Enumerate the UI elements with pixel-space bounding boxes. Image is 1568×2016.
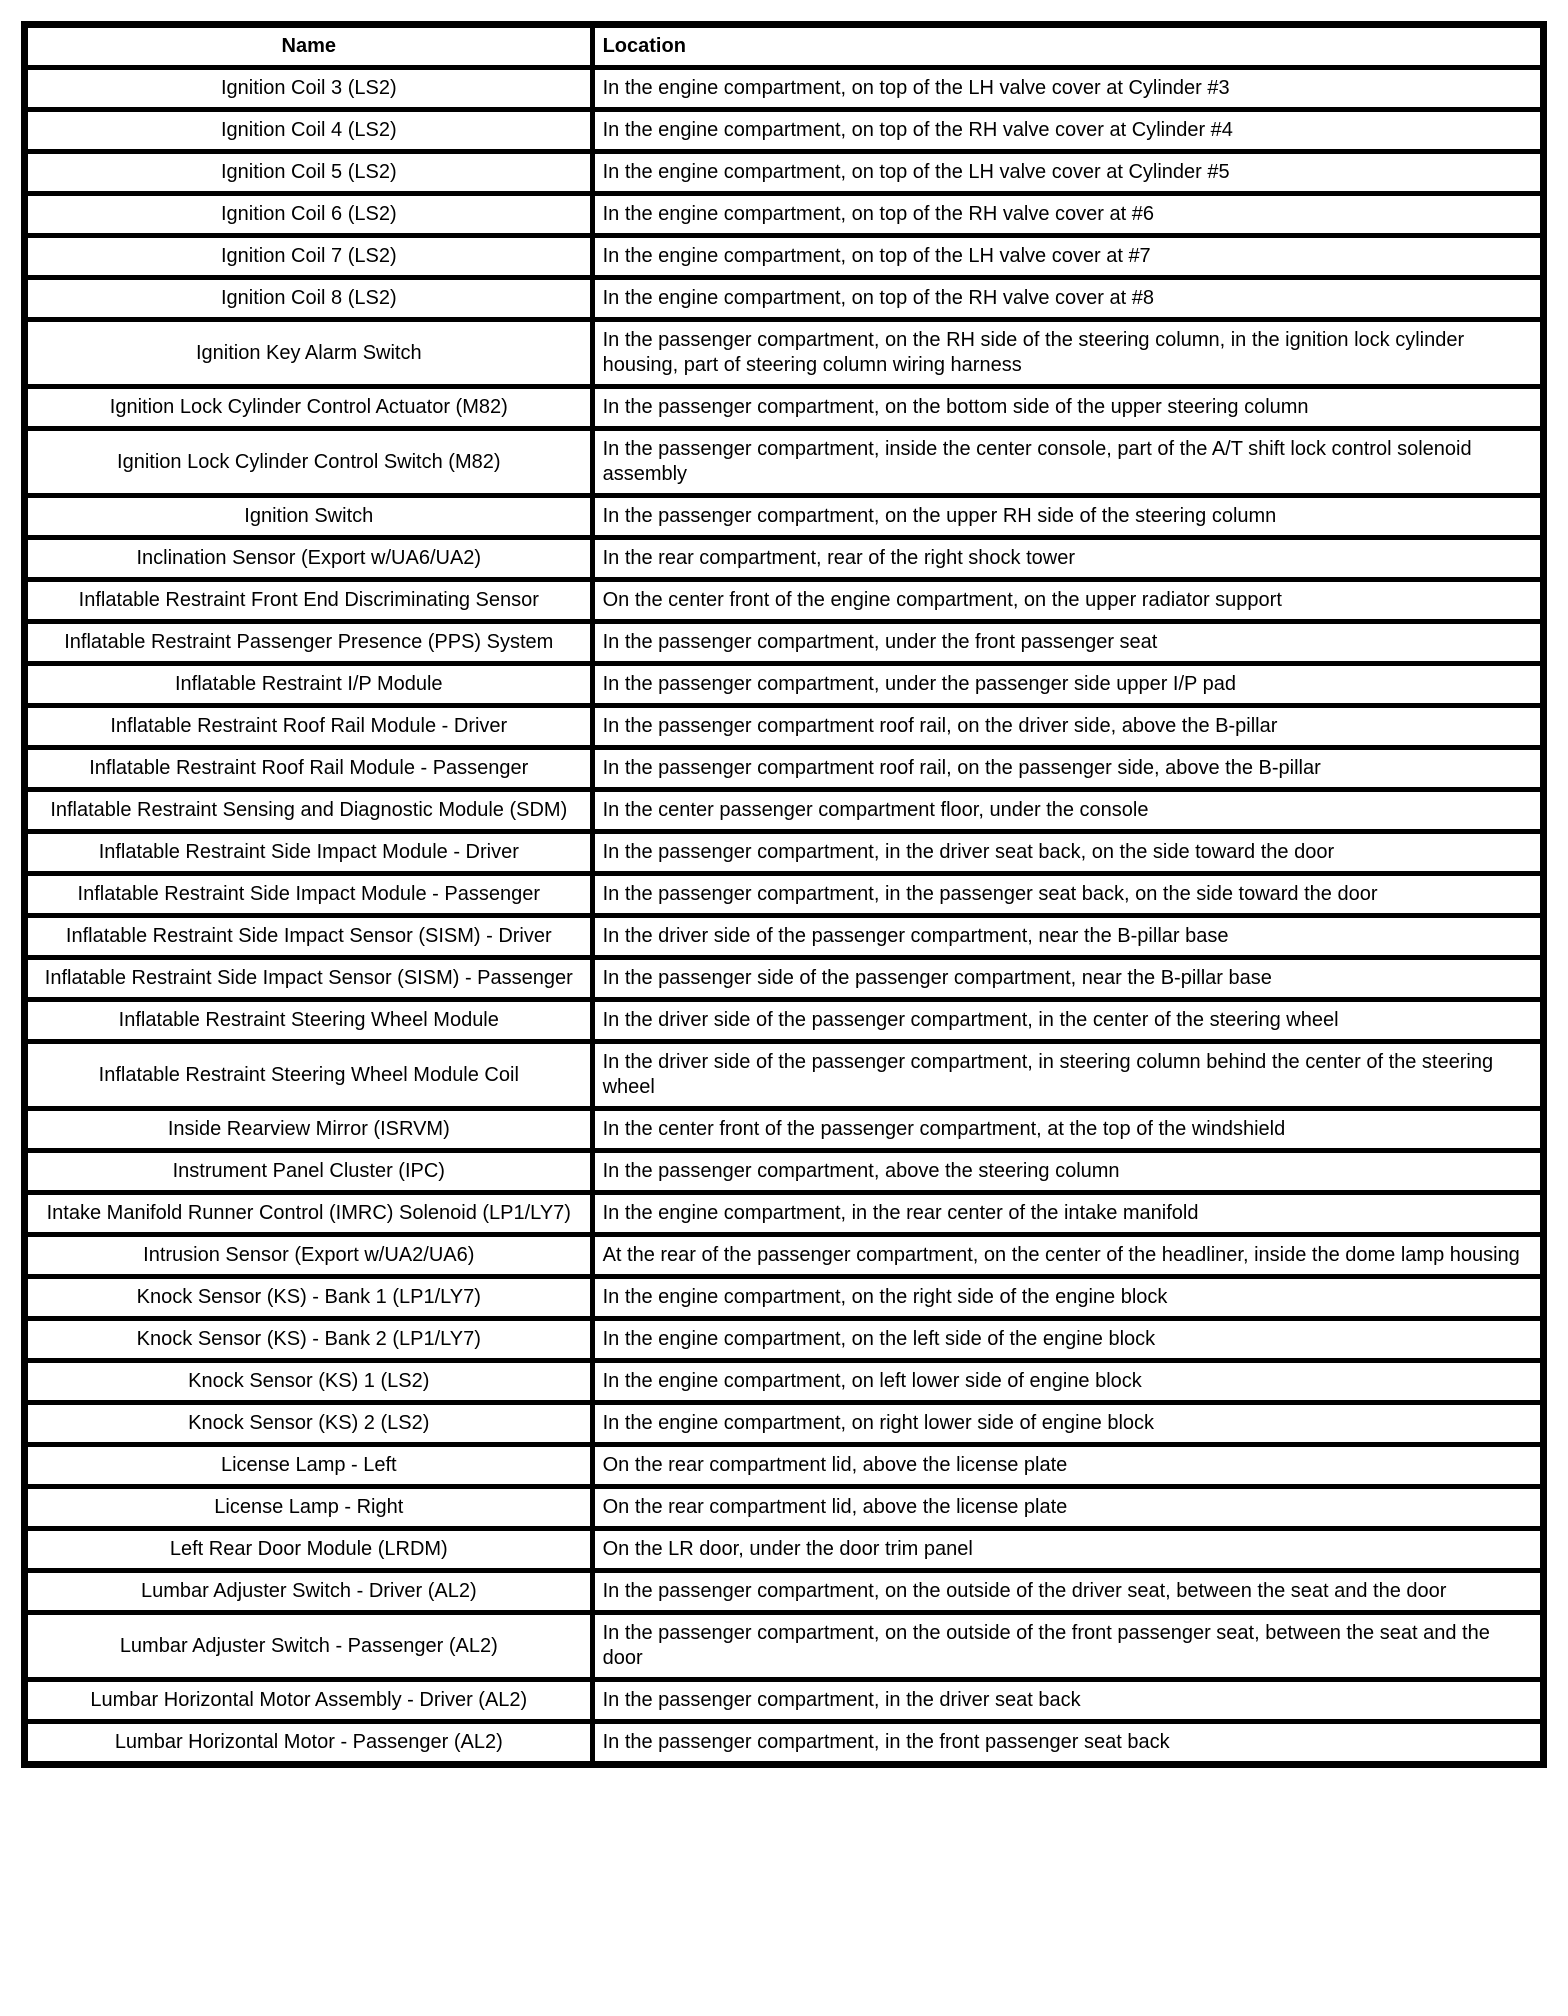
- table-row: [25, 790, 1544, 832]
- component-location-cell: In the engine compartment, on top of the RH valve cover at #8: [592, 278, 1543, 320]
- table-row: [25, 1722, 1544, 1765]
- component-name-cell: Inflatable Restraint Side Impact Sensor (SISM) - Driver: [25, 916, 593, 958]
- table-row: [25, 1445, 1544, 1487]
- table-row: [25, 1109, 1544, 1151]
- component-location-table: [21, 21, 1547, 1768]
- table-row: [25, 1151, 1544, 1193]
- table-row: [25, 1193, 1544, 1235]
- component-name-cell: Inflatable Restraint Sensing and Diagnostic Module (SDM): [25, 790, 593, 832]
- table-row: [25, 496, 1544, 538]
- component-location-cell: In the engine compartment, on top of the RH valve cover at Cylinder #4: [592, 110, 1543, 152]
- table-row: [25, 68, 1544, 110]
- component-location-cell: In the passenger compartment, in the front passenger seat back: [592, 1722, 1543, 1765]
- table-row: [25, 320, 1544, 387]
- component-name-cell: Lumbar Horizontal Motor - Passenger (AL2): [25, 1722, 593, 1765]
- table-row: [25, 1235, 1544, 1277]
- table-row: [25, 706, 1544, 748]
- component-location-cell: In the passenger compartment, under the front passenger seat: [592, 622, 1543, 664]
- table-body: [25, 68, 1544, 1765]
- table-row: [25, 664, 1544, 706]
- component-name-cell: Ignition Coil 3 (LS2): [25, 68, 593, 110]
- component-name-cell: Inflatable Restraint Passenger Presence (PPS) System: [25, 622, 593, 664]
- component-name-cell: Ignition Switch: [25, 496, 593, 538]
- component-name-cell: Inflatable Restraint Steering Wheel Module Coil: [25, 1042, 593, 1109]
- component-location-cell: In the engine compartment, in the rear center of the intake manifold: [592, 1193, 1543, 1235]
- component-location-cell: In the passenger compartment, inside the center console, part of the A/T shift lock control solenoid assembly: [592, 429, 1543, 496]
- component-name-cell: Left Rear Door Module (LRDM): [25, 1529, 593, 1571]
- component-name-cell: Inflatable Restraint Roof Rail Module - Passenger: [25, 748, 593, 790]
- component-location-cell: In the passenger compartment, on the outside of the front passenger seat, between the seat and the door: [592, 1613, 1543, 1680]
- component-name-cell: Inflatable Restraint Steering Wheel Module: [25, 1000, 593, 1042]
- component-name-cell: Inside Rearview Mirror (ISRVM): [25, 1109, 593, 1151]
- component-name-cell: Inflatable Restraint Side Impact Module - Passenger: [25, 874, 593, 916]
- component-location-cell: In the rear compartment, rear of the right shock tower: [592, 538, 1543, 580]
- component-location-cell: In the engine compartment, on the right side of the engine block: [592, 1277, 1543, 1319]
- table-row: [25, 1571, 1544, 1613]
- table-row: [25, 622, 1544, 664]
- component-name-cell: Inflatable Restraint I/P Module: [25, 664, 593, 706]
- component-name-cell: Ignition Coil 6 (LS2): [25, 194, 593, 236]
- table-row: [25, 580, 1544, 622]
- component-name-cell: Ignition Coil 5 (LS2): [25, 152, 593, 194]
- component-name-cell: Ignition Lock Cylinder Control Switch (M82): [25, 429, 593, 496]
- component-location-cell: In the passenger compartment roof rail, on the driver side, above the B-pillar: [592, 706, 1543, 748]
- table-row: [25, 1680, 1544, 1722]
- component-location-cell: In the passenger compartment, in the driver seat back, on the side toward the door: [592, 832, 1543, 874]
- table-row: [25, 194, 1544, 236]
- table-row: [25, 1000, 1544, 1042]
- component-name-cell: Lumbar Adjuster Switch - Passenger (AL2): [25, 1613, 593, 1680]
- component-location-cell: In the engine compartment, on the left side of the engine block: [592, 1319, 1543, 1361]
- table-row: [25, 1042, 1544, 1109]
- component-location-cell: In the engine compartment, on top of the LH valve cover at #7: [592, 236, 1543, 278]
- component-location-cell: In the passenger compartment, on the RH side of the steering column, in the ignition lock cylinder housing, part of steering column wiring harness: [592, 320, 1543, 387]
- component-name-cell: License Lamp - Left: [25, 1445, 593, 1487]
- component-name-cell: Intrusion Sensor (Export w/UA2/UA6): [25, 1235, 593, 1277]
- table-row: [25, 916, 1544, 958]
- component-location-cell: In the engine compartment, on left lower side of engine block: [592, 1361, 1543, 1403]
- component-name-cell: Ignition Coil 8 (LS2): [25, 278, 593, 320]
- component-location-cell: At the rear of the passenger compartment, on the center of the headliner, inside the dome lamp housing: [592, 1235, 1543, 1277]
- component-name-cell: Knock Sensor (KS) 2 (LS2): [25, 1403, 593, 1445]
- table-row: [25, 236, 1544, 278]
- component-name-cell: Inflatable Restraint Roof Rail Module - Driver: [25, 706, 593, 748]
- table-row: [25, 429, 1544, 496]
- component-name-cell: Knock Sensor (KS) - Bank 1 (LP1/LY7): [25, 1277, 593, 1319]
- component-location-cell: On the center front of the engine compartment, on the upper radiator support: [592, 580, 1543, 622]
- component-location-cell: On the rear compartment lid, above the license plate: [592, 1487, 1543, 1529]
- table-row: [25, 278, 1544, 320]
- table-row: [25, 958, 1544, 1000]
- table-row: [25, 874, 1544, 916]
- component-location-cell: In the center passenger compartment floor, under the console: [592, 790, 1543, 832]
- component-name-cell: License Lamp - Right: [25, 1487, 593, 1529]
- component-location-cell: On the LR door, under the door trim panel: [592, 1529, 1543, 1571]
- table-row: [25, 1361, 1544, 1403]
- table-row: [25, 748, 1544, 790]
- component-location-cell: In the engine compartment, on right lower side of engine block: [592, 1403, 1543, 1445]
- component-location-cell: In the engine compartment, on top of the LH valve cover at Cylinder #3: [592, 68, 1543, 110]
- component-name-cell: Inflatable Restraint Side Impact Module - Driver: [25, 832, 593, 874]
- component-location-cell: In the passenger compartment roof rail, on the passenger side, above the B-pillar: [592, 748, 1543, 790]
- component-name-cell: Ignition Coil 4 (LS2): [25, 110, 593, 152]
- table-row: [25, 1613, 1544, 1680]
- component-name-cell: Inflatable Restraint Side Impact Sensor (SISM) - Passenger: [25, 958, 593, 1000]
- table-row: [25, 1487, 1544, 1529]
- component-name-cell: Lumbar Horizontal Motor Assembly - Driver (AL2): [25, 1680, 593, 1722]
- component-name-cell: Instrument Panel Cluster (IPC): [25, 1151, 593, 1193]
- column-header-name: Name: [25, 25, 593, 68]
- component-location-cell: In the passenger compartment, on the upper RH side of the steering column: [592, 496, 1543, 538]
- component-location-cell: In the passenger side of the passenger compartment, near the B-pillar base: [592, 958, 1543, 1000]
- component-location-cell: In the passenger compartment, above the steering column: [592, 1151, 1543, 1193]
- component-name-cell: Inclination Sensor (Export w/UA6/UA2): [25, 538, 593, 580]
- component-location-cell: In the driver side of the passenger compartment, in steering column behind the center of the steering wheel: [592, 1042, 1543, 1109]
- component-location-cell: In the passenger compartment, on the outside of the driver seat, between the seat and the door: [592, 1571, 1543, 1613]
- table-row: [25, 538, 1544, 580]
- table-row: [25, 1277, 1544, 1319]
- component-location-cell: In the passenger compartment, in the passenger seat back, on the side toward the door: [592, 874, 1543, 916]
- component-name-cell: Lumbar Adjuster Switch - Driver (AL2): [25, 1571, 593, 1613]
- table-row: [25, 110, 1544, 152]
- component-location-cell: In the passenger compartment, under the passenger side upper I/P pad: [592, 664, 1543, 706]
- component-location-cell: In the engine compartment, on top of the LH valve cover at Cylinder #5: [592, 152, 1543, 194]
- component-name-cell: Ignition Lock Cylinder Control Actuator (M82): [25, 387, 593, 429]
- component-location-cell: In the engine compartment, on top of the RH valve cover at #6: [592, 194, 1543, 236]
- component-location-cell: In the driver side of the passenger compartment, in the center of the steering wheel: [592, 1000, 1543, 1042]
- component-location-cell: In the center front of the passenger compartment, at the top of the windshield: [592, 1109, 1543, 1151]
- component-location-cell: In the passenger compartment, on the bottom side of the upper steering column: [592, 387, 1543, 429]
- component-location-cell: On the rear compartment lid, above the license plate: [592, 1445, 1543, 1487]
- component-name-cell: Ignition Coil 7 (LS2): [25, 236, 593, 278]
- component-name-cell: Knock Sensor (KS) 1 (LS2): [25, 1361, 593, 1403]
- table-row: [25, 1319, 1544, 1361]
- table-row: [25, 1529, 1544, 1571]
- table-row: [25, 1403, 1544, 1445]
- component-name-cell: Ignition Key Alarm Switch: [25, 320, 593, 387]
- table-row: [25, 832, 1544, 874]
- component-location-cell: In the passenger compartment, in the driver seat back: [592, 1680, 1543, 1722]
- table-row: [25, 152, 1544, 194]
- component-name-cell: Inflatable Restraint Front End Discriminating Sensor: [25, 580, 593, 622]
- table-row: [25, 387, 1544, 429]
- component-location-cell: In the driver side of the passenger compartment, near the B-pillar base: [592, 916, 1543, 958]
- component-name-cell: Knock Sensor (KS) - Bank 2 (LP1/LY7): [25, 1319, 593, 1361]
- column-header-location: Location: [592, 25, 1543, 68]
- component-name-cell: Intake Manifold Runner Control (IMRC) Solenoid (LP1/LY7): [25, 1193, 593, 1235]
- header-row: [25, 25, 1544, 68]
